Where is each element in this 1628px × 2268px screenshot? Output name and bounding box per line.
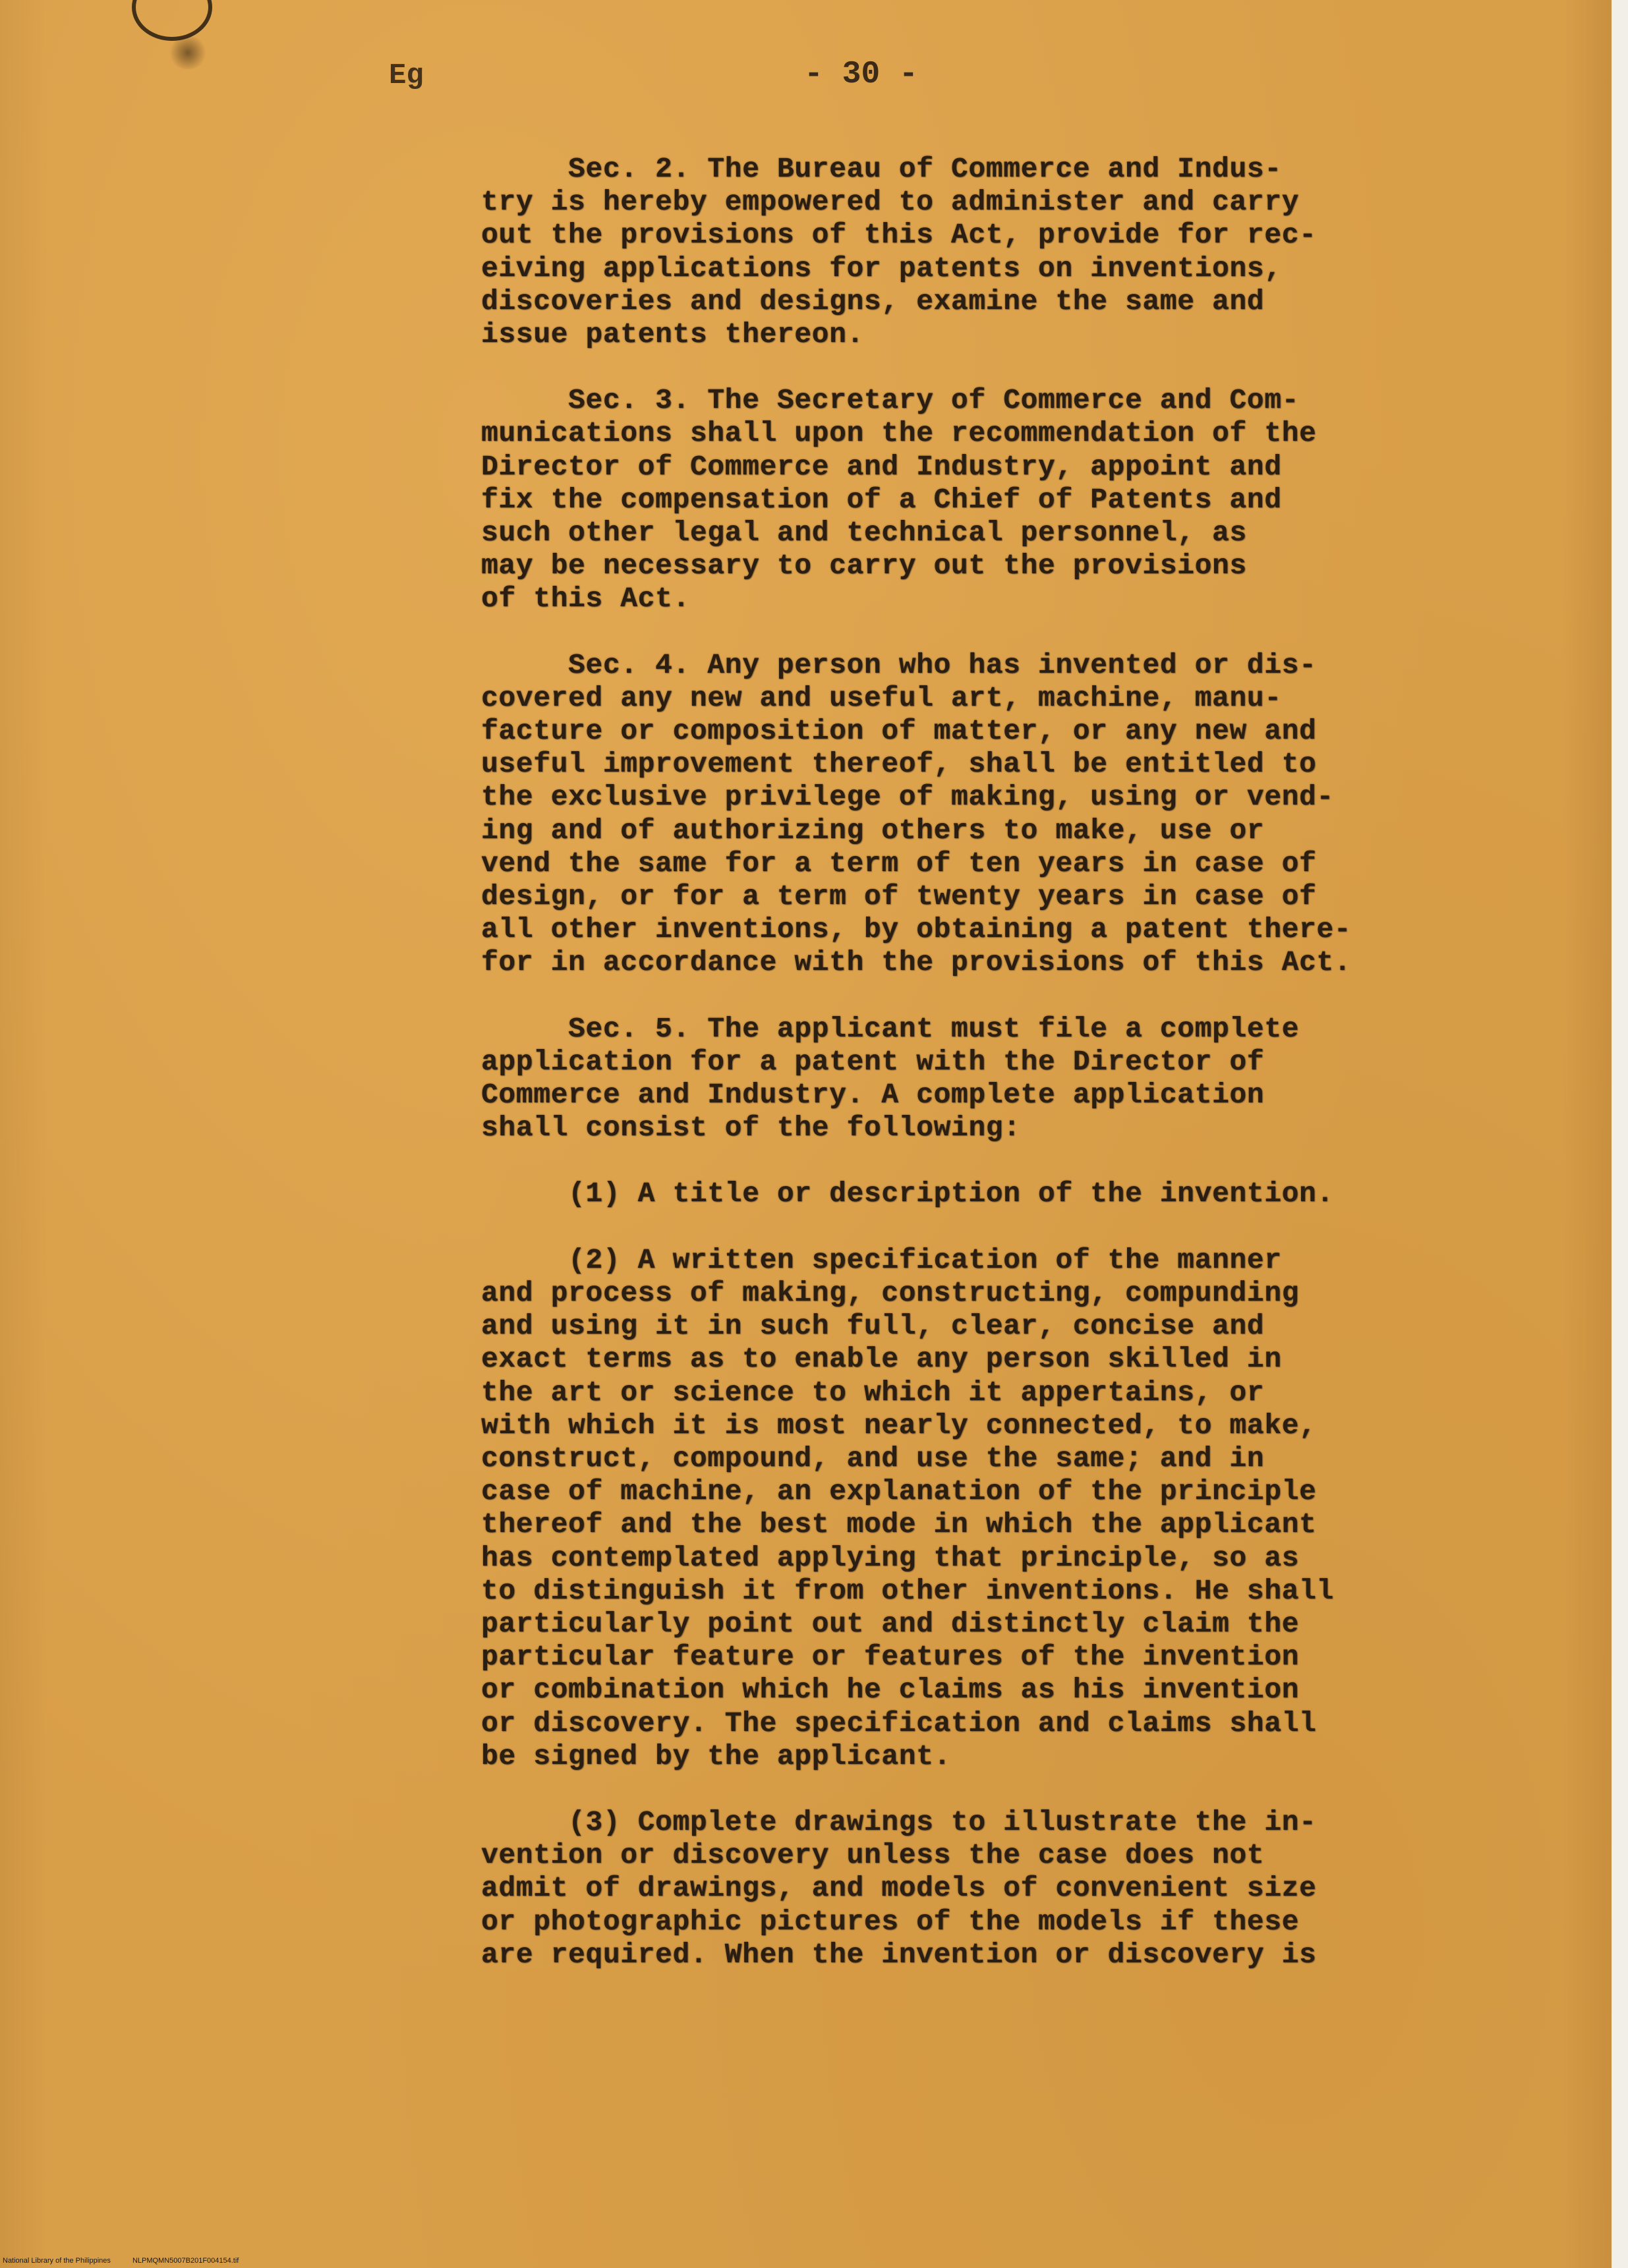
- page-number: - 30 -: [804, 57, 918, 92]
- typist-initials: Eg: [389, 59, 424, 92]
- item-2-paragraph: (2) A written specification of the manner and process of making, constructing, compunding and using it in such full, clear, concise and exact terms as to enable any person skilled in the art or science to which it appertains, or with which it is most nearly connected, to make, construct, compound, and use the same; and in case of machine, an explanation of the principle thereof and the best mode in which the applicant has contemplated applying that principle, so as to distinguish it from other inventions. He shall particularly point out and distinctly claim the particular feature or features of the invention or combination which he claims as his invention or discovery. The specification and claims shall be signed by the applicant.: [481, 1243, 1334, 1772]
- scan-border: [1612, 0, 1628, 2268]
- section-4-paragraph: Sec. 4. Any person who has invented or dis- covered any new and useful art, machine, manu- facture or composition of matter, or any new and useful improvement thereof, shall be entitled to the exclusive privilege of making, using or vend- ing and of authorizing others to make, use or vend the same for a term of ten years in case of design, or for a term of twenty years in case of all other inventions, by obtaining a patent there- for in accordance with the provisions of this Act.: [481, 648, 1352, 979]
- scan-footer: [3, 2257, 258, 2265]
- section-2-paragraph: Sec. 2. The Bureau of Commerce and Indus- try is hereby empowered to administer and carry out the provisions of this Act, provide for rec- eiving applications for patents on inventions, discoveries and designs, examine the same and issue patents thereon.: [481, 153, 1317, 351]
- item-3-paragraph: (3) Complete drawings to illustrate the in- vention or discovery unless the case does not admit of drawings, and models of convenient size or photographic pictures of the models if these are required. When the invention or discovery is: [481, 1805, 1317, 1971]
- punch-hole-mark: [132, 0, 212, 41]
- section-5-paragraph: Sec. 5. The applicant must file a complete application for a patent with the Director of Commerce and Industry. A complete application shall consist of the following:: [481, 1012, 1299, 1145]
- item-1-paragraph: (1) A title or description of the invention.: [481, 1177, 1334, 1210]
- file-identifier: NLPMQMN5007B201F004154.tif: [132, 2257, 239, 2265]
- section-3-paragraph: Sec. 3. The Secretary of Commerce and Com- munications shall upon the recommendation of the Director of Commerce and Industry, appoint and fix the compensation of a Chief of Patents and such other legal and technical personnel, as may be necessary to carry out the provisions of this Act.: [481, 384, 1317, 615]
- ink-stain: [168, 36, 208, 69]
- document-body: [481, 153, 1509, 2004]
- library-credit: National Library of the Philippines: [3, 2257, 111, 2265]
